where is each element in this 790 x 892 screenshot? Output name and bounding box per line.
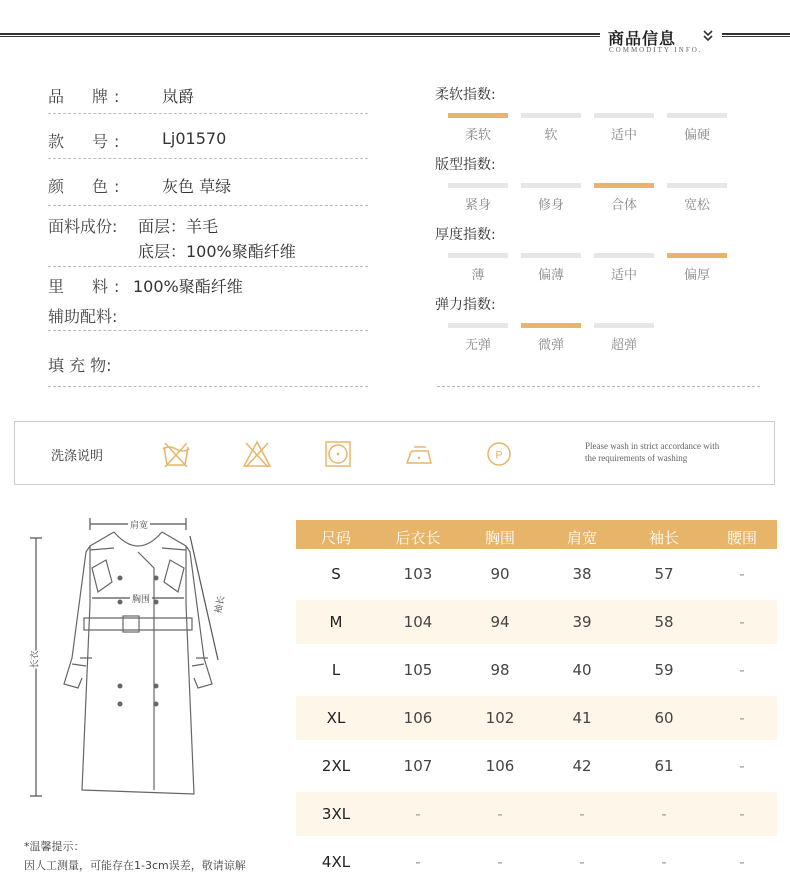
spec-value-fabric-base: 底层：100%聚酯纤维 (138, 242, 296, 261)
size-cell: 3XL (321, 805, 351, 823)
sleeve-label: 袖长 (211, 594, 227, 614)
measure-cell: 39 (572, 613, 592, 631)
index-bar (667, 113, 727, 118)
index-bar (521, 183, 581, 188)
measure-cell: 38 (572, 565, 592, 583)
wash-note (585, 440, 719, 464)
measure-cell: - (739, 565, 745, 583)
no-bleach-icon (242, 439, 272, 469)
section-subtitle: COMMODITY INFO. (609, 46, 703, 54)
tip-text: 因人工测量，可能存在1-3cm误差，敬请谅解 (24, 859, 246, 872)
divider (48, 158, 368, 159)
measure-cell: 59 (654, 661, 674, 679)
index-bar (521, 253, 581, 258)
divider (48, 113, 368, 114)
measure-cell: 41 (572, 709, 592, 727)
spec-label-lining: 里 料: (48, 277, 126, 296)
divider (437, 386, 760, 387)
measure-cell: - (415, 805, 421, 823)
spec-label-style-no: 款 号: (48, 132, 126, 151)
column-header: 后衣长 (395, 529, 441, 547)
measure-cell: 61 (654, 757, 674, 775)
measure-cell: 57 (654, 565, 674, 583)
measure-cell: 98 (490, 661, 510, 679)
spec-label-filling: 填 充 物: (48, 356, 112, 375)
measure-cell: - (739, 709, 745, 727)
wash-title: 洗涤说明 (51, 449, 104, 464)
coat-drawing (14, 508, 284, 808)
size-cell: L (331, 661, 341, 679)
index-option-label: 适中 (610, 268, 637, 283)
measure-cell: - (661, 853, 667, 871)
measure-cell: - (661, 805, 667, 823)
spec-label-fabric: 面料成份: (48, 217, 118, 236)
measure-cell: - (415, 853, 421, 871)
measure-cell: 107 (403, 757, 433, 775)
measure-cell: 106 (403, 709, 433, 727)
index-bar-selected (594, 183, 654, 188)
size-cell: S (331, 565, 341, 583)
column-header: 胸围 (484, 529, 515, 547)
measure-cell: 58 (654, 613, 674, 631)
measure-cell: - (739, 757, 745, 775)
table-row (296, 648, 777, 692)
measure-cell: - (497, 805, 503, 823)
index-bar-selected (667, 253, 727, 258)
index-option-label: 宽松 (683, 198, 710, 213)
measure-cell: 105 (403, 661, 433, 679)
coat-measurement-diagram (14, 508, 284, 808)
size-cell: XL (326, 709, 346, 727)
no-tumble-dry-icon (323, 439, 353, 469)
table-row (296, 840, 777, 884)
spec-value-brand: 岚爵 (162, 87, 195, 106)
measure-cell: - (739, 613, 745, 631)
index-bar (448, 253, 508, 258)
index-option-label: 超弹 (610, 338, 637, 353)
size-cell: 2XL (321, 757, 351, 775)
index-option-label: 修身 (537, 198, 564, 213)
size-cell: 4XL (321, 853, 351, 871)
index-option-label: 微弹 (537, 338, 564, 353)
divider (48, 330, 368, 331)
index-title: 版型指数: (435, 157, 496, 173)
size-table-header (296, 520, 777, 549)
column-header: 尺码 (320, 529, 351, 547)
measure-cell: 40 (572, 661, 592, 679)
index-bar (594, 113, 654, 118)
column-header: 腰围 (726, 529, 757, 547)
measure-cell: 60 (654, 709, 674, 727)
index-option-label: 紧身 (464, 198, 491, 213)
table-row (296, 600, 777, 644)
index-option-label: 无弹 (464, 338, 491, 353)
index-bar (448, 323, 508, 328)
measure-cell: 106 (485, 757, 515, 775)
index-title: 弹力指数: (435, 297, 496, 313)
size-cell: M (329, 613, 343, 631)
index-bar (594, 323, 654, 328)
table-row (296, 744, 777, 788)
spec-value-color: 灰色 草绿 (162, 177, 232, 196)
index-bar-selected (448, 113, 508, 118)
index-bar (667, 183, 727, 188)
wash-instructions (14, 421, 775, 485)
index-bar (448, 183, 508, 188)
spec-value-fabric-outer: 面层：羊毛 (138, 217, 219, 236)
spec-label-brand: 品 牌: (48, 87, 126, 106)
table-row (296, 696, 777, 740)
double-chevron-down-icon (703, 30, 713, 43)
spec-label-color: 颜 色: (48, 177, 126, 196)
divider (48, 205, 368, 206)
index-option-label: 适中 (610, 128, 637, 143)
spec-label-accessories: 辅助配料: (48, 307, 118, 326)
shoulder-label: 肩宽 (128, 518, 150, 531)
measure-cell: 94 (490, 613, 510, 631)
table-row (296, 552, 777, 596)
measure-cell: 42 (572, 757, 592, 775)
index-option-label: 柔软 (464, 128, 491, 143)
index-option-label: 偏厚 (683, 268, 710, 283)
index-option-label: 合体 (610, 198, 637, 213)
measure-cell: - (739, 853, 745, 871)
length-label: 长衣 (28, 650, 41, 668)
measure-cell: - (579, 805, 585, 823)
measure-cell: - (579, 853, 585, 871)
svg-text:P: P (495, 449, 503, 462)
wash-note-line-1: Please wash in strict accordance with (585, 441, 720, 451)
tip-title: *温馨提示： (24, 840, 85, 853)
index-bar (521, 113, 581, 118)
table-row (296, 792, 777, 836)
iron-low-icon (404, 439, 434, 469)
measure-cell: - (739, 805, 745, 823)
dry-clean-p-icon (484, 439, 514, 469)
chest-label: 胸围 (130, 592, 152, 605)
measure-cell: - (739, 661, 745, 679)
wash-note-line-2: the requirements of washing (585, 453, 688, 463)
index-option-label: 薄 (471, 268, 485, 283)
no-hand-wash-icon (161, 439, 191, 469)
index-title: 厚度指数: (435, 227, 496, 243)
index-title: 柔软指数: (435, 87, 496, 103)
spec-value-style-no: Lj01570 (162, 129, 227, 148)
measure-cell: 90 (490, 565, 510, 583)
measure-cell: - (497, 853, 503, 871)
measure-cell: 104 (403, 613, 433, 631)
index-option-label: 偏薄 (537, 268, 564, 283)
section-title: 商品信息 (608, 29, 677, 48)
measure-cell: 102 (485, 709, 515, 727)
header-rule-left (0, 33, 600, 37)
header-rule-right (722, 33, 790, 37)
column-header: 袖长 (648, 529, 679, 547)
index-bar (594, 253, 654, 258)
divider (48, 386, 368, 387)
divider (48, 266, 368, 267)
spec-value-lining: 100%聚酯纤维 (133, 277, 243, 296)
index-option-label: 软 (544, 128, 558, 143)
measure-cell: 103 (403, 565, 433, 583)
column-header: 肩宽 (566, 529, 597, 547)
index-bar-selected (521, 323, 581, 328)
index-option-label: 偏硬 (683, 128, 710, 143)
